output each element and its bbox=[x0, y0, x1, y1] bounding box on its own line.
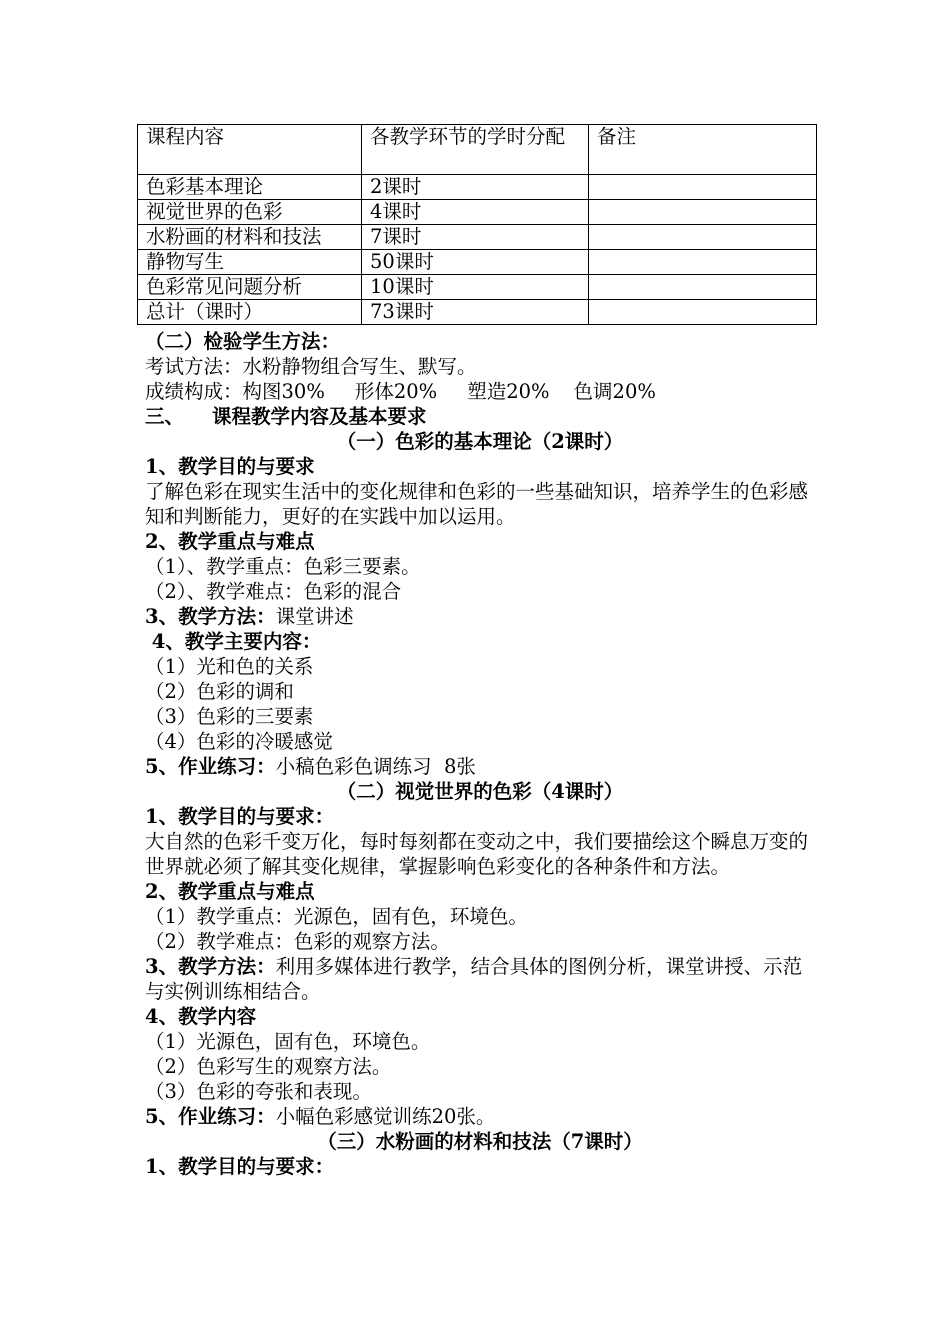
section-heading bbox=[145, 404, 815, 429]
grade-composition bbox=[145, 379, 815, 404]
table-row bbox=[138, 175, 817, 200]
table-cell bbox=[589, 250, 817, 275]
table-cell: 水粉画的材料和技法 bbox=[138, 225, 362, 250]
list-item: （2）教学难点：色彩的观察方法。 bbox=[145, 930, 450, 953]
paragraph: 了解色彩在现实生活中的变化规律和色彩的一些基础知识，培养学生的色彩感知和判断能力，更好的在实践中加以运用。 bbox=[145, 480, 809, 528]
grade-item: 形体20% bbox=[354, 380, 438, 403]
assessment-heading: （二）检验学生方法： bbox=[145, 330, 341, 353]
subheading: 1、教学目的与要求： bbox=[145, 1155, 335, 1178]
table-cell: 视觉世界的色彩 bbox=[138, 200, 362, 225]
subheading: 3、教学方法： bbox=[145, 955, 276, 978]
grade-item: 色调20% bbox=[573, 380, 656, 403]
subheading: 2、教学重点与难点 bbox=[145, 880, 315, 903]
table-cell bbox=[589, 275, 817, 300]
list-item: （1）光和色的关系 bbox=[145, 655, 314, 678]
list-item: （2）色彩的调和 bbox=[145, 680, 294, 703]
table-cell: 7课时 bbox=[362, 225, 589, 250]
list-item: （2）色彩写生的观察方法。 bbox=[145, 1055, 392, 1078]
table-row bbox=[138, 225, 817, 250]
table-cell bbox=[589, 200, 817, 225]
table-cell: 10课时 bbox=[362, 275, 589, 300]
list-item: （1）、教学重点：色彩三要素。 bbox=[145, 555, 421, 578]
table-header-cell: 备注 bbox=[589, 125, 817, 175]
subheading: 2、教学重点与难点 bbox=[145, 530, 315, 553]
subheading: 4、教学内容 bbox=[145, 1005, 257, 1028]
table-header-cell: 课程内容 bbox=[138, 125, 362, 175]
grade-item: 塑造20% bbox=[467, 380, 550, 403]
table-cell bbox=[589, 300, 817, 325]
list-item: （4）色彩的冷暖感觉 bbox=[145, 730, 333, 753]
section-title: 课程教学内容及基本要求 bbox=[212, 405, 427, 428]
table-cell: 73课时 bbox=[362, 300, 589, 325]
subheading: 3、教学方法： bbox=[145, 605, 276, 628]
method-text: 利用多媒体进行教学，结合具体的图例分析，课堂讲授、示范与实例训练相结合。 bbox=[145, 955, 803, 1003]
subheading: 1、教学目的与要求 bbox=[145, 455, 315, 478]
homework-text: 小稿色彩色调练习 8张 bbox=[275, 755, 476, 778]
section-number: 三、 bbox=[145, 405, 185, 428]
method-text: 课堂讲述 bbox=[275, 605, 354, 628]
table-cell: 50课时 bbox=[362, 250, 589, 275]
paragraph: 大自然的色彩千变万化，每时每刻都在变动之中，我们要描绘这个瞬息万变的世界就必须了解其变化规律，掌握影响色彩变化的各种条件和方法。 bbox=[145, 830, 809, 878]
table-cell bbox=[589, 175, 817, 200]
list-item: （2）、教学难点：色彩的混合 bbox=[145, 580, 402, 603]
method-line bbox=[145, 604, 815, 629]
subheading: 4、教学主要内容： bbox=[145, 630, 322, 653]
subheading: 1、教学目的与要求： bbox=[145, 805, 335, 828]
table-row bbox=[138, 300, 817, 325]
list-item: （1）教学重点：光源色，固有色，环境色。 bbox=[145, 905, 528, 928]
unit-title: （三）水粉画的材料和技法（7课时） bbox=[317, 1130, 643, 1153]
table-cell: 4课时 bbox=[362, 200, 589, 225]
table-cell: 总计（课时） bbox=[138, 300, 362, 325]
exam-method: 考试方法：水粉静物组合写生、默写。 bbox=[145, 355, 477, 378]
list-item: （1）光源色，固有色，环境色。 bbox=[145, 1030, 431, 1053]
course-hours-table bbox=[137, 124, 817, 325]
subheading: 5、作业练习： bbox=[145, 755, 276, 778]
table-header-cell: 各教学环节的学时分配 bbox=[362, 125, 589, 175]
grade-label: 成绩构成： bbox=[145, 380, 243, 403]
table-row bbox=[138, 275, 817, 300]
document-body bbox=[145, 329, 815, 1179]
unit-title: （一）色彩的基本理论（2课时） bbox=[336, 430, 624, 453]
list-item: （3）色彩的夸张和表现。 bbox=[145, 1080, 372, 1103]
table-cell bbox=[589, 225, 817, 250]
table-row bbox=[138, 250, 817, 275]
table-header-row bbox=[138, 125, 817, 175]
table-cell: 2课时 bbox=[362, 175, 589, 200]
homework-line bbox=[145, 1104, 815, 1129]
homework-line bbox=[145, 754, 815, 779]
subheading: 5、作业练习： bbox=[145, 1105, 276, 1128]
unit-title: （二）视觉世界的色彩（4课时） bbox=[336, 780, 624, 803]
homework-text: 小幅色彩感觉训练20张。 bbox=[275, 1105, 496, 1128]
list-item: （3）色彩的三要素 bbox=[145, 705, 314, 728]
table-cell: 色彩常见问题分析 bbox=[138, 275, 362, 300]
table-row bbox=[138, 200, 817, 225]
table-cell: 静物写生 bbox=[138, 250, 362, 275]
method-line bbox=[145, 954, 815, 1004]
table-cell: 色彩基本理论 bbox=[138, 175, 362, 200]
grade-item: 构图30% bbox=[242, 380, 325, 403]
